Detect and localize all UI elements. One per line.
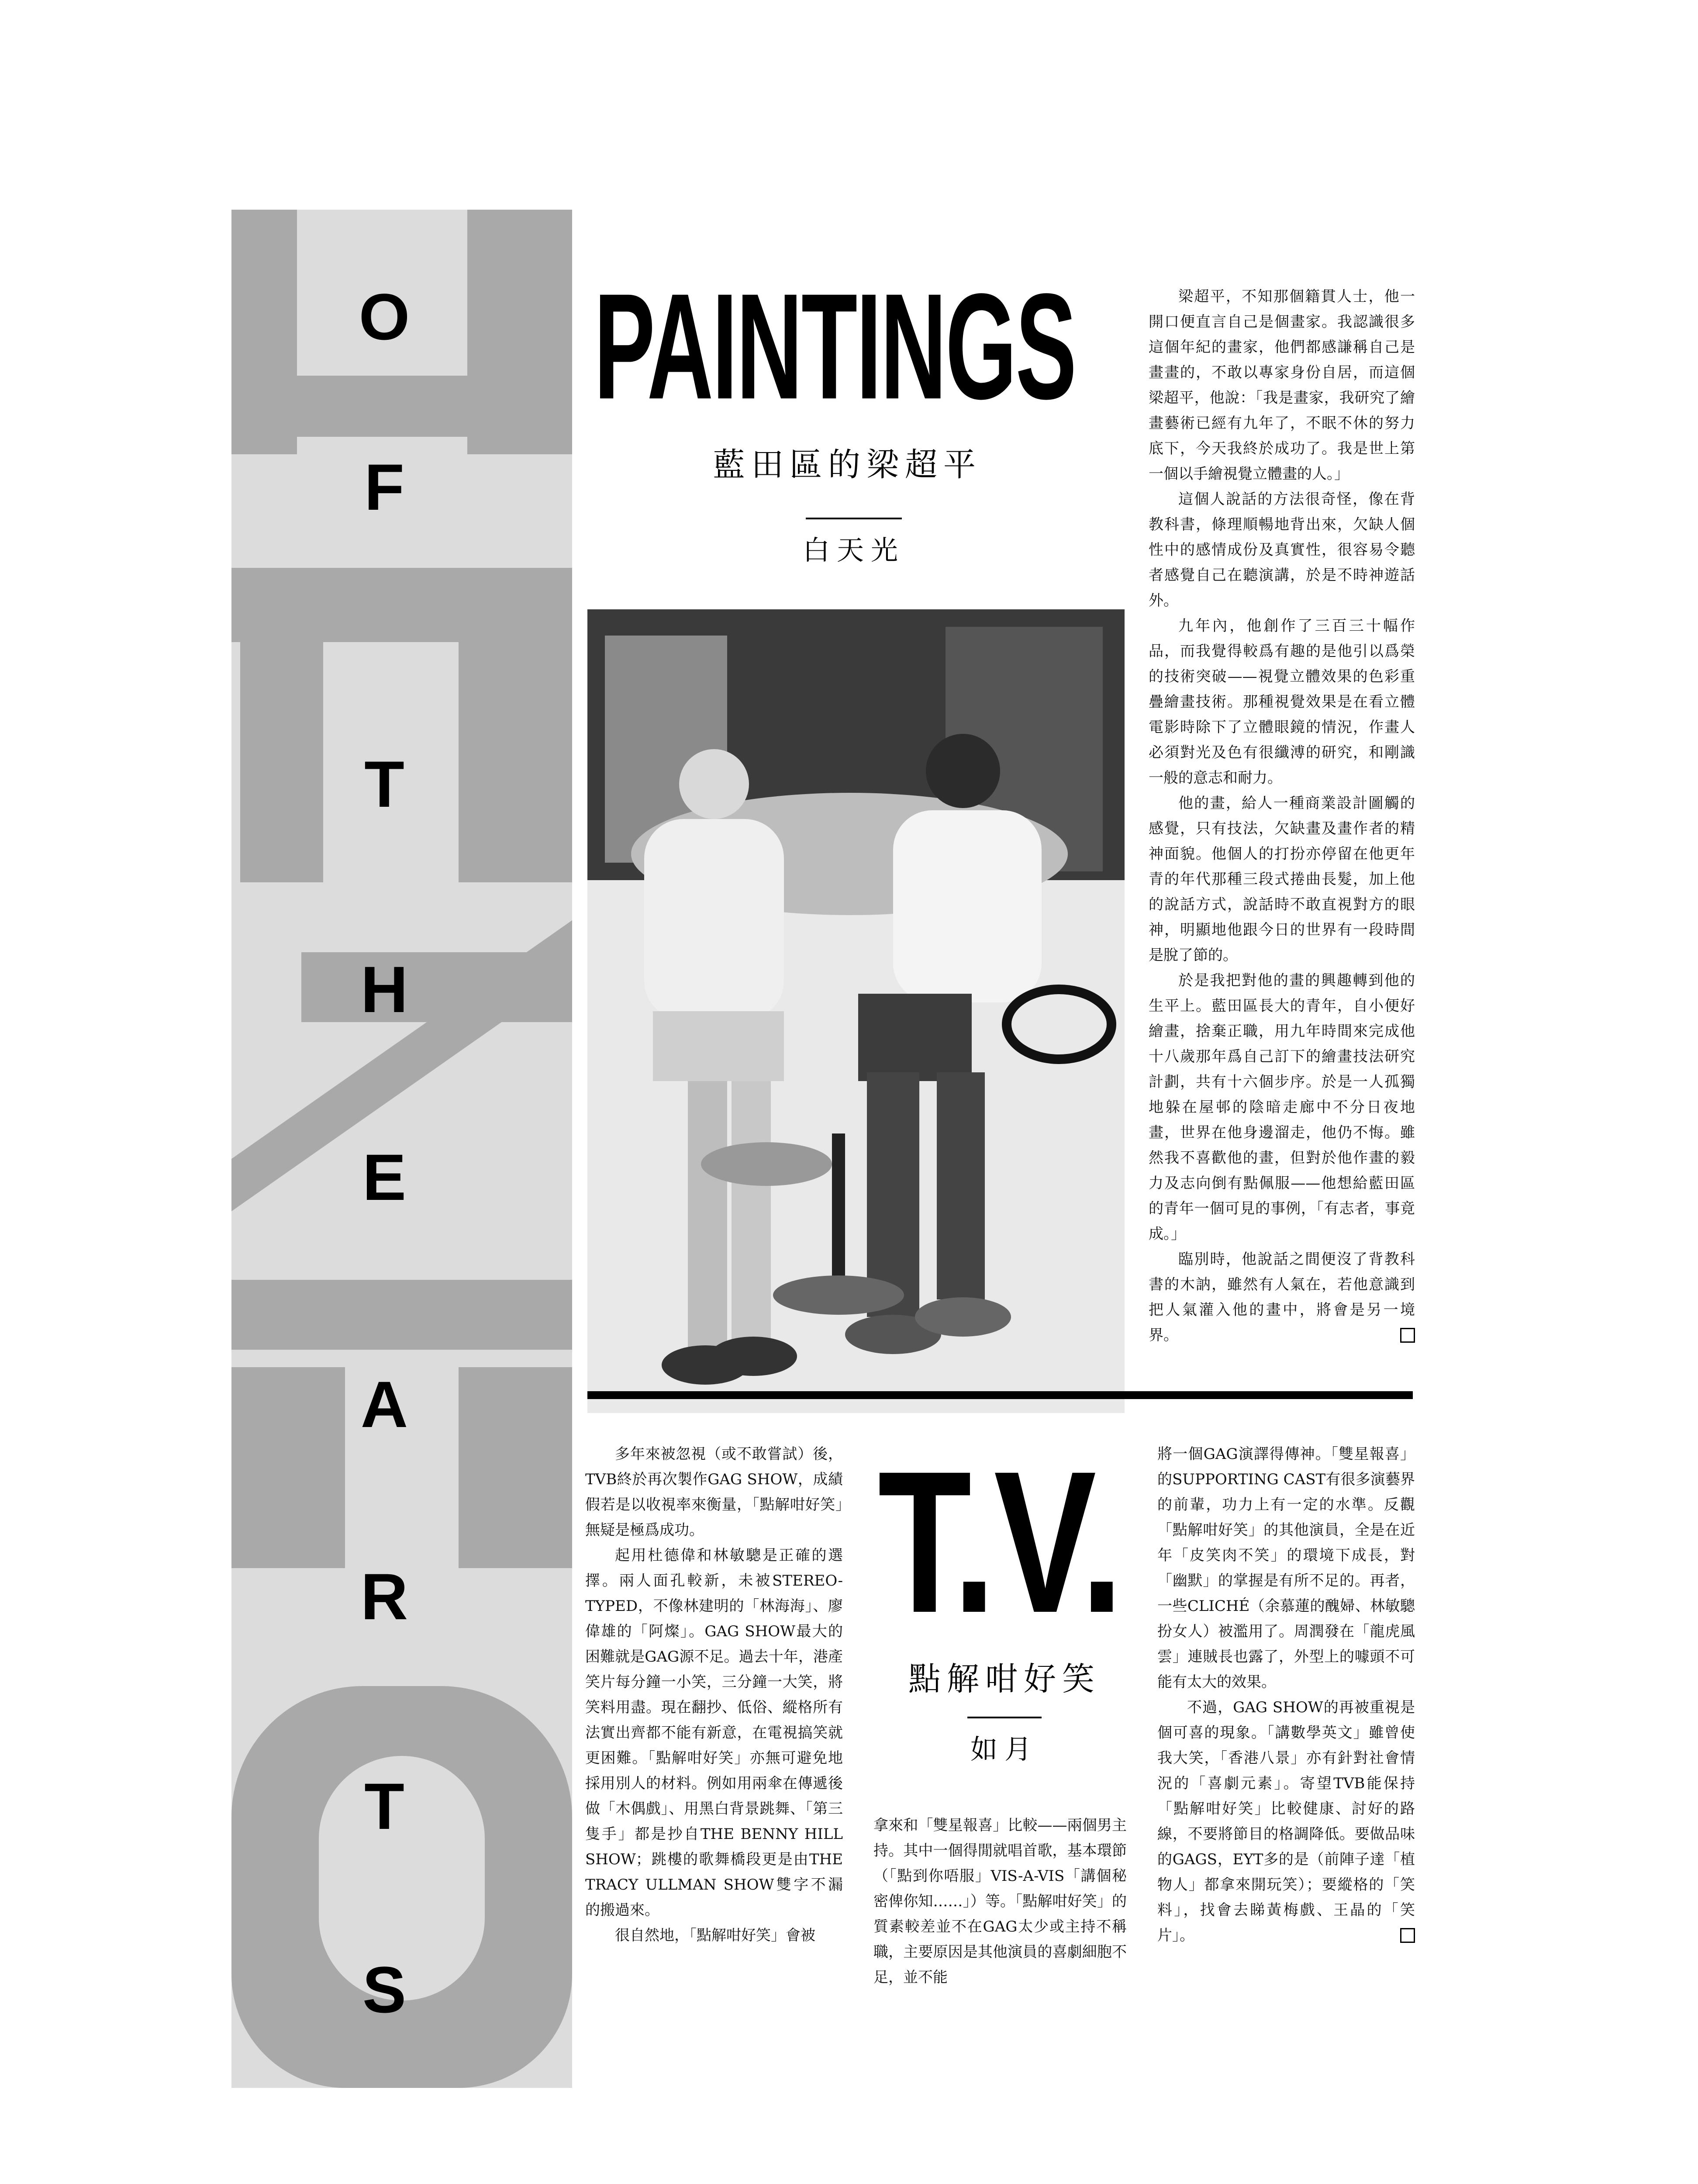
banner-block-shape — [231, 376, 572, 437]
paintings-author: 白天光 — [802, 534, 905, 566]
section-divider — [587, 1391, 1413, 1399]
banner-block-shape — [240, 568, 323, 882]
photo-two-men-seated — [587, 609, 1125, 1413]
tv-body-column-3 — [1157, 1441, 1415, 1948]
body-paragraph — [1149, 1247, 1415, 1348]
banner-letter: R — [360, 1560, 408, 1633]
body-paragraph: 拿來和「雙星報喜」比較——兩個男主持。其中一個得閒就唱首歌，基本環節（「點到你唔服」VIS-A-VIS「講個秘密俾你知……」）等。「點解咁好笑」的質素較差並不在GAG太少或主持不稱職，主要原因是其他演員的喜劇細胞不足，並不能 — [873, 1817, 1127, 1986]
tv-body-column-2 — [873, 1813, 1127, 1990]
author-rule — [967, 1717, 1042, 1718]
tv-subtitle: 點解咁好笑 — [908, 1660, 1101, 1698]
tv-title: T.V. — [878, 1429, 1122, 1655]
tv-author: 如月 — [970, 1733, 1039, 1765]
banner-block-shape — [231, 1280, 572, 1350]
banner-letter: O — [359, 280, 410, 353]
body-paragraph: 這個人說話的方法很奇怪，像在背教科書，條理順暢地背出來，欠缺人個性中的感情成份及真實性，很容易令聽者感覺自己在聽演講，於是不時神遊話外。 — [1149, 491, 1415, 609]
end-mark — [1400, 1328, 1415, 1343]
banner-letter: T — [364, 747, 404, 821]
banner-letter: T — [364, 1769, 404, 1843]
body-paragraph: 九年內，他創作了三百三十幅作品，而我覺得較爲有趣的是他引以爲榮的技術突破——視覺立體效果的色彩重疊繪畫技術。那種視覺效果是在看立體電影時除下了立體眼鏡的情況，作畫人必須對光及色有很纖溥的研究，和剛識一般的意志和耐力。 — [1149, 617, 1415, 787]
body-paragraph: 於是我把對他的畫的興趣轉到他的生平上。藍田區長大的青年，自小便好繪畫，捨棄正職，用九年時間來完成他十八歲那年爲自己訂下的繪畫技法研究計劃，共有十六個步序。於是一人孤獨地躲在屋邨的陰暗走廊中不分日夜地畫，世界在他身邊溜走，他仍不悔。雖然我不喜歡他的畫，但對於他作畫的毅力及志向倒有點佩服——他想給藍田區的青年一個可見的事例，「有志者，事竟成。」 — [1149, 972, 1415, 1243]
body-paragraph: 將一個GAG演譯得傳神。「雙星報喜」的SUPPORTING CAST有很多演藝界的前輩，功力上有一定的水準。反觀「點解咁好笑」的其他演員，全是在近年「皮笑肉不笑」的環境下成長，對「幽默」的掌握是有所不足的。再者，一些CLICHÉ（余慕蓮的醜婦、林敏驄扮女人）被濫用了。周潤發在「龍虎風雲」連賊長也露了，外型上的噱頭不可能有太大的效果。 — [1157, 1445, 1415, 1691]
body-paragraph: 梁超平，不知那個籍貫人士，他一開口便直言自己是個畫家。我認識很多這個年紀的畫家，他們都感謙稱自己是畫畫的，不敢以專家身份自居，而這個梁超平，他說：「我是畫家，我研究了繪畫藝術已經有九年了，不眠不休的努力底下，今天我終於成功了。我是世上第一個以手繪視覺立體畫的人。」 — [1149, 288, 1415, 483]
paintings-body-column — [1149, 284, 1415, 1348]
body-paragraph: 多年來被忽視（或不敢嘗試）後，TVB終於再次製作GAG SHOW，成績假若是以收視率來衡量，「點解咁好笑」無疑是極爲成功。 — [585, 1445, 843, 1539]
body-paragraph: 起用杜德偉和林敏驄是正確的選擇。兩人面孔較新，未被STEREO-TYPED，不像林建明的「林海海」、廖偉雄的「阿燦」。GAG SHOW最大的困難就是GAG源不足。過去十年，港產笑片每分鐘一小笑，三分鐘一大笑，將笑料用盡。現在翻抄、低俗、縱格所有法實出齊都不能有新意，在電視搞笑就更困難。「點解咁好笑」亦無可避免地採用別人的材料。例如用兩傘在傳遞後做「木偶戲」、用黑白背景跳舞、「第三隻手」都是抄自THE BENNY HILL SHOW；跳樓的歌舞橋段更是由THE TRACY ULLMAN SHOW雙字不漏的搬過來。 — [585, 1547, 843, 1919]
body-paragraph-text: 臨別時，他說話之間便沒了背教科書的木訥，雖然有人氣在，若他意識到把人氣灌入他的畫中，將會是另一境界。 — [1149, 1251, 1415, 1344]
banner-letter: A — [360, 1368, 408, 1441]
paintings-subtitle: 藍田區的梁超平 — [713, 446, 982, 484]
banner-letter: S — [362, 1953, 407, 2026]
tv-body-column-1 — [585, 1441, 843, 1948]
body-paragraph-text: 不過，GAG SHOW的再被重視是個可喜的現象。「講數學英文」雖曾使我大笑，「香港八景」亦有針對社會情況的「喜劇元素」。寄望TVB能保持「點解咁好笑」比較健康、討好的路線，不要將節目的格調降低。要做品味的GAGS，EYT多的是（前陣子達「植物人」都拿來開玩笑）；要縱格的「笑料」，找會去睇黃梅戲、王晶的「笑片」。 — [1157, 1699, 1415, 1944]
stars-banner — [231, 210, 572, 2088]
banner-letter: F — [364, 450, 404, 524]
body-paragraph: 很自然地，「點解咁好笑」會被 — [615, 1927, 815, 1944]
banner-block-shape — [459, 1367, 572, 1568]
banner-block-shape — [459, 568, 572, 882]
end-mark — [1400, 1928, 1415, 1943]
photo-illustration — [587, 609, 1125, 1413]
author-rule — [806, 518, 902, 519]
banner-block-shape — [231, 1367, 345, 1568]
banner-letter: E — [362, 1140, 407, 1214]
paintings-title: PAINTINGS — [594, 262, 1076, 431]
body-paragraph: 他的畫，給人一種商業設計圖觸的感覺，只有技法，欠缺畫及畫作者的精神面貌。他個人的打扮亦停留在他更年青的年代那種三段式捲曲長髮，加上他的說話方式，說話時不敢直視對方的眼神，明顯地他跟今日的世界有一段時間是脫了節的。 — [1149, 795, 1415, 964]
body-paragraph — [1157, 1695, 1415, 1948]
banner-letter: H — [360, 953, 408, 1026]
